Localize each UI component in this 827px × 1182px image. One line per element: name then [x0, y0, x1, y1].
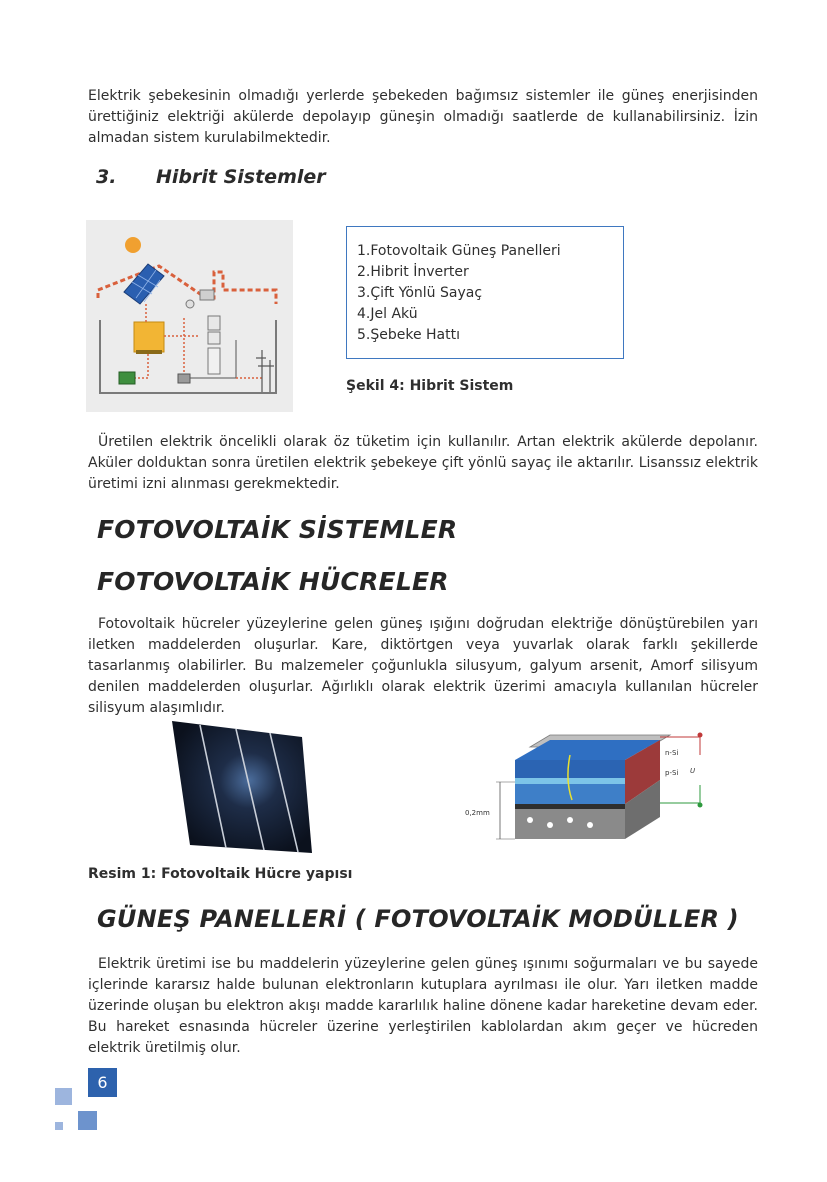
- legend-item: 2.Hibrit İnverter: [357, 264, 469, 280]
- decorative-square: [55, 1088, 72, 1105]
- section-title: Hibrit Sistemler: [156, 166, 326, 188]
- thickness-label: 0,2mm: [465, 809, 490, 817]
- legend-item: 4.Jel Akü: [357, 306, 418, 322]
- heading-pv-systems: FOTOVOLTAİK SİSTEMLER: [97, 515, 458, 544]
- battery-icon: [119, 372, 135, 384]
- meter-icon: [208, 316, 220, 330]
- legend-item: 1.Fotovoltaik Güneş Panelleri: [357, 243, 561, 259]
- page-number: 6: [88, 1068, 117, 1097]
- voltage-label: U: [690, 767, 696, 775]
- heading-pv-cells: FOTOVOLTAİK HÜCRELER: [97, 567, 449, 596]
- image-caption: Resim 1: Fotovoltaik Hücre yapısı: [88, 866, 353, 882]
- decorative-square: [55, 1122, 63, 1130]
- panels-paragraph: Elektrik üretimi ise bu maddelerin yüzeylerine gelen güneş ışınımı soğurmaları ve bu sayede içlerinde kararsız halde bulunan elektronların kutuplara ayrılması ile olur. Yarı iletken madde üzerinde oluşan bu elektron akışı madde kararlılık haline dönene kadar hareketine devam eder. Bu hareket esnasında hücreler üzerine yerleştirilen kablolardan akım geçer ve hücreden elektrik üretilmiş olur.: [88, 956, 758, 1056]
- legend-box: [346, 226, 624, 359]
- intro-paragraph: Elektrik şebekesinin olmadığı yerlerde şebekeden bağımsız sistemler ile güneş enerjisinden ürettiğiniz elektriği akülerde depolayıp güneşin olmadığı saatlerde de kullanabilirsiniz. İzin almadan sistem kurulabilmektedir.: [88, 88, 758, 146]
- refrigerator-icon: [208, 348, 220, 374]
- n-si-label: n-Si: [665, 749, 679, 757]
- heading-panels: GÜNEŞ PANELLERİ ( FOTOVOLTAİK MODÜLLER ): [97, 905, 739, 933]
- sun-icon: [125, 237, 141, 253]
- legend-item: 3.Çift Yönlü Sayaç: [357, 285, 483, 301]
- inverter-icon: [134, 322, 164, 352]
- legend-item: 5.Şebeke Hattı: [357, 327, 461, 343]
- laptop-icon: [200, 290, 214, 300]
- section-number: 3.: [96, 166, 117, 188]
- cells-paragraph: Fotovoltaik hücreler yüzeylerine gelen güneş ışığını doğrudan elektriğe dönüştürebilen yarı iletken maddelerden oluşurlar. Kare, diktörtgen veya yuvarlak olarak farklı şekillerde tasarlanmış olabilirler. Bu malzemeler çoğunlukla silusyum, galyum arsenit, Amorf silisyum denilen maddelerden oluşurlar. Ağırlıklı olarak elektrik üzerimi amacıyla kullanılan hücreler silisyum alaşımlıdır.: [88, 616, 758, 716]
- decorative-square: [78, 1111, 97, 1130]
- cell-structure-diagram: [460, 725, 710, 845]
- pv-cell-photo: [160, 715, 325, 860]
- hybrid-system-illustration: [86, 220, 293, 412]
- figure-caption: Şekil 4: Hibrit Sistem: [346, 378, 514, 394]
- p-si-label: p-Si: [665, 769, 679, 777]
- hybrid-paragraph: Üretilen elektrik öncelikli olarak öz tüketim için kullanılır. Artan elektrik akülerde depolanır. Aküler dolduktan sonra üretilen elektrik şebekeye çift yönlü sayaç ile aktarılır. Lisanssız elektrik üretimi izni alınması gerekmektedir.: [88, 434, 758, 492]
